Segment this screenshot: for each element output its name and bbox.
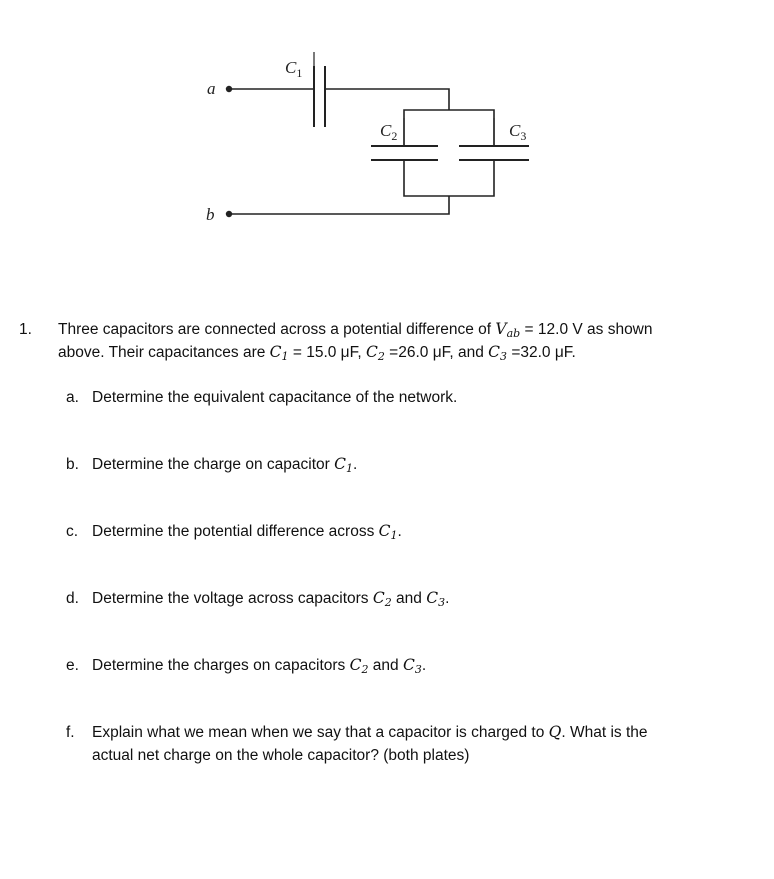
item-c [66,520,402,543]
item-f-line2: actual net charge on the whole capacitor? (both plates) [92,747,470,764]
item-d-sym2: C [426,589,439,607]
terminal-b-dot [226,211,232,217]
item-e-sub2: 3 [414,663,422,676]
c3-label [509,121,526,143]
c2-symbol [366,343,385,361]
item-f [66,721,746,767]
prompt-text-2: = 12.0 V as shown [520,321,653,338]
c3-value: =32.0 μF. [507,344,576,361]
c1-sym: C [269,343,282,361]
c3-sub: 3 [500,350,508,363]
item-f-line1-b: . What is the [561,724,648,741]
item-e [66,654,426,677]
c3-label-main: C [509,121,521,140]
question-prompt [58,318,758,364]
item-d [66,587,449,610]
c2-sym: C [365,343,378,361]
wire-top-parallel [404,110,494,146]
item-d-text: Determine the voltage across capacitors [92,590,373,607]
item-c-symbol [379,522,398,540]
vab-sym: V [495,320,507,338]
item-c-sub: 1 [390,529,398,542]
c1-label [285,58,302,80]
item-c-end: . [397,523,402,540]
prompt-text-1: Three capacitors are connected across a potential difference of [58,321,496,338]
question-number: 1. [19,321,32,338]
item-c-sym: C [378,522,391,540]
wire-junction-to-b [232,196,449,214]
item-b-sub: 1 [345,462,353,475]
vab-sub: ab [506,327,521,340]
item-e-symbol-2 [403,656,422,674]
item-e-sym2: C [402,656,415,674]
item-e-sym1: C [349,656,362,674]
c3-sym: C [488,343,501,361]
item-d-sym1: C [372,589,385,607]
item-b-sym: C [334,455,346,473]
c1-sub: 1 [281,350,289,363]
item-a-text: Determine the equivalent capacitance of the network. [92,389,458,406]
vab-symbol [495,320,520,338]
wire-bottom-parallel [404,160,494,196]
prompt-text-3: above. Their capacitances are [58,344,270,361]
item-d-sub1: 2 [384,596,392,609]
item-b [66,453,357,476]
c1-symbol [270,343,289,361]
item-c-text: Determine the potential difference across [92,523,379,540]
item-f-q-symbol: Q [548,723,562,741]
c3-label-sub: 3 [520,129,527,143]
c1-label-sub: 1 [296,66,303,80]
wire-c1-to-junction [325,89,449,110]
c2-label-main: C [380,121,392,140]
item-d-symbol-1 [373,589,392,607]
item-b-text: Determine the charge on capacitor [92,456,335,473]
item-e-text: Determine the charges on capacitors [92,657,350,674]
item-d-letter: d. [66,590,79,607]
item-d-end: . [445,590,450,607]
item-b-end: . [352,456,358,473]
item-e-sub1: 2 [361,663,369,676]
capacitor-circuit-diagram [0,0,774,300]
node-a-label: a [207,79,216,98]
item-e-letter: e. [66,657,79,674]
item-f-letter: f. [66,724,75,741]
c2-label-sub: 2 [391,129,398,143]
item-c-letter: c. [66,523,79,540]
item-b-letter: b. [66,456,79,473]
item-e-symbol-1 [350,656,369,674]
item-d-symbol-2 [426,589,445,607]
item-b-symbol [334,455,353,473]
item-a [66,386,457,409]
c3-symbol [488,343,507,361]
node-b-label: b [206,205,215,224]
item-a-letter: a. [66,389,79,406]
c2-label [380,121,397,143]
c1-value: = 15.0 μF, [288,344,366,361]
c2-sub: 2 [377,350,385,363]
item-f-body [92,721,722,767]
item-e-mid: and [368,657,403,674]
item-d-mid: and [391,590,427,607]
c1-label-main: C [285,58,297,77]
item-d-sub2: 3 [438,596,446,609]
terminal-a-dot [226,86,232,92]
item-f-line1-a: Explain what we mean when we say that a capacitor is charged to [92,724,549,741]
c2-value: =26.0 μF, and [384,344,489,361]
item-e-end: . [421,657,427,674]
